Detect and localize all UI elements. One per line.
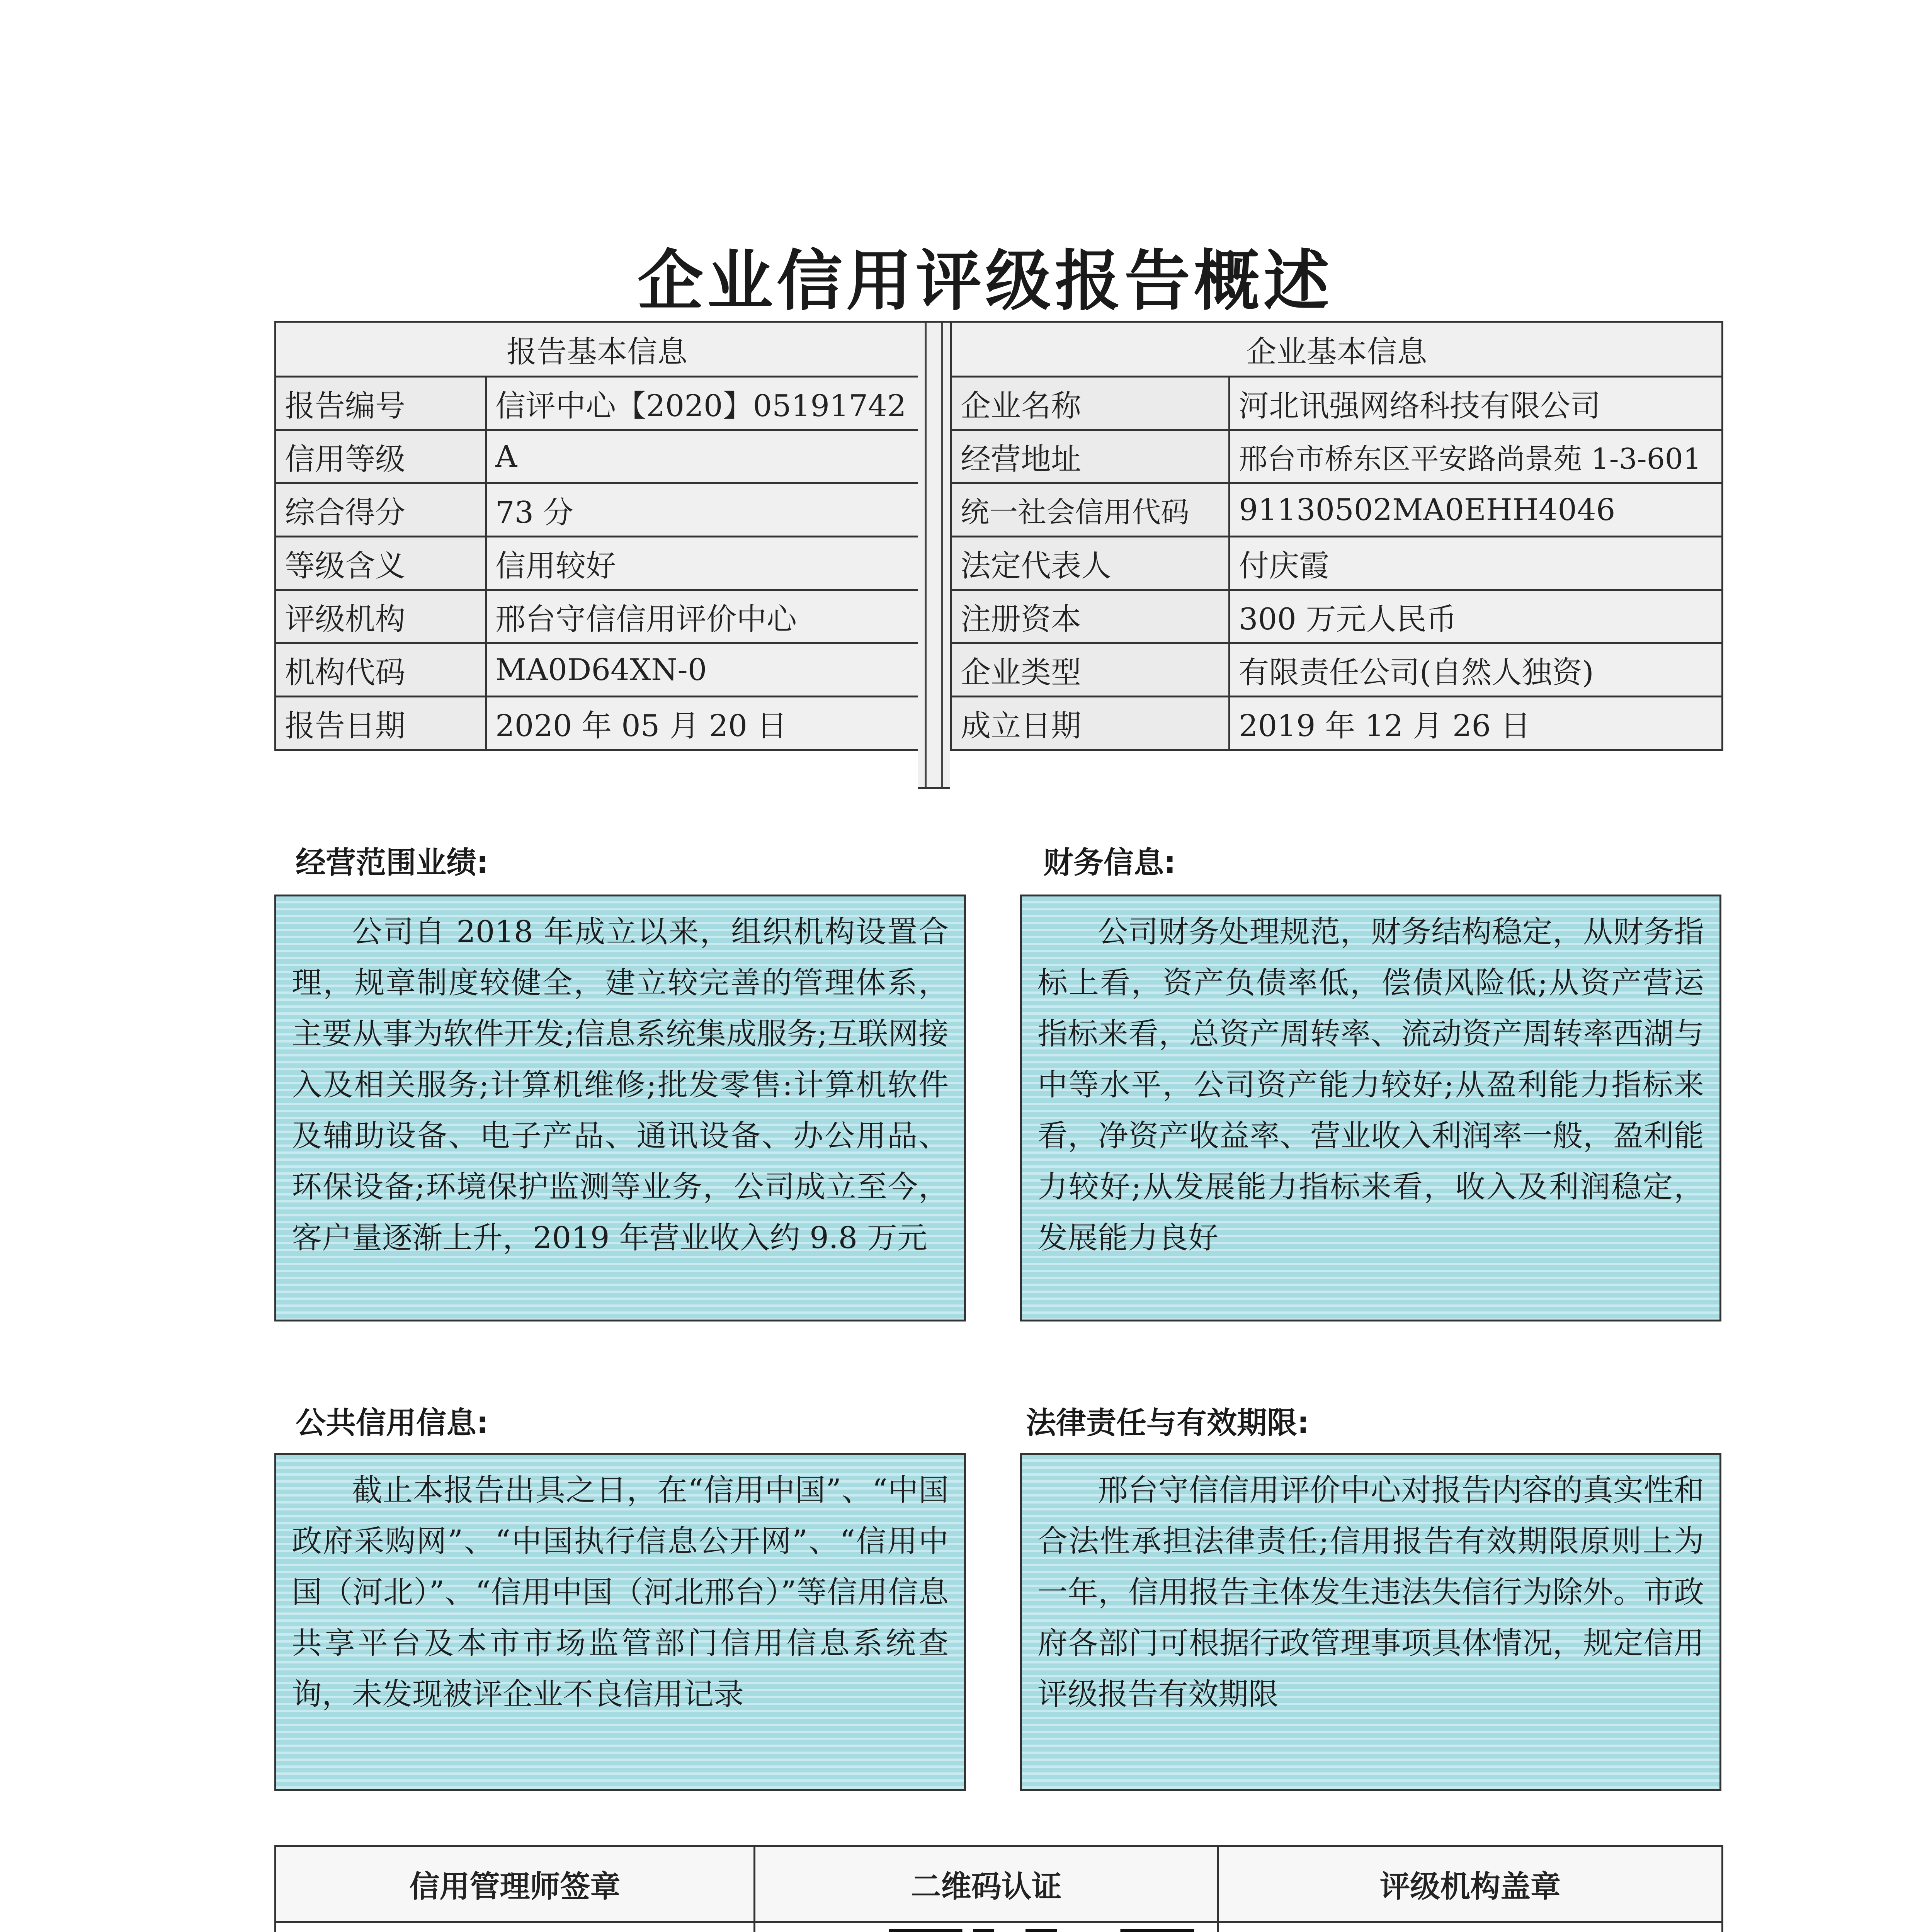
table-row xyxy=(276,483,919,537)
field-value: 300 万元人民币 xyxy=(1230,590,1723,643)
field-value: 2020 年 05 月 20 日 xyxy=(486,697,919,750)
finance-box xyxy=(1020,895,1721,1321)
field-label: 等级含义 xyxy=(276,537,486,590)
field-value: 2019 年 12 月 26 日 xyxy=(1230,697,1723,750)
field-label: 信用等级 xyxy=(276,430,486,483)
field-label: 企业名称 xyxy=(951,377,1230,430)
table-row xyxy=(951,537,1723,590)
table-row xyxy=(951,697,1723,750)
field-value: 91130502MA0EHH4046 xyxy=(1230,483,1723,537)
table-row xyxy=(951,483,1723,537)
report-info-table xyxy=(274,321,920,751)
field-value: MA0D64XN-0 xyxy=(486,643,919,697)
field-label: 评级机构 xyxy=(276,590,486,643)
agency-seal-header: 评级机构盖章 xyxy=(1218,1846,1723,1922)
table-divider xyxy=(918,321,950,789)
field-value: A xyxy=(486,430,919,483)
table-row xyxy=(951,643,1723,697)
field-label: 注册资本 xyxy=(951,590,1230,643)
field-value: 邢台守信信用评价中心 xyxy=(486,590,919,643)
field-value: 73 分 xyxy=(486,483,919,537)
field-label: 经营地址 xyxy=(951,430,1230,483)
table-row xyxy=(276,537,919,590)
manager-sign-cell xyxy=(276,1922,755,1932)
qr-code-icon[interactable] xyxy=(889,1929,1194,1932)
field-label: 机构代码 xyxy=(276,643,486,697)
public-credit-text: 截止本报告出具之日，在“信用中国”、“中国政府采购网”、“中国执行信息公开网”、“信用中国（河北）”、“信用中国（河北邢台）”等信用信息共享平台及本市市场监管部门信用信息系统查询，未发现被评企业不良信用记录 xyxy=(292,1473,949,1712)
field-value: 信用较好 xyxy=(486,537,919,590)
finance-text: 公司财务处理规范，财务结构稳定，从财务指标上看，资产负债率低，偿债风险低;从资产营运指标来看，总资产周转率、流动资产周转率西湖与中等水平，公司资产能力较好;从盈利能力指标来看，净资产收益率、营业收入利润率一般，盈利能力较好;从发展能力指标来看，收入及利润稳定，发展能力良好 xyxy=(1037,915,1704,1255)
field-label: 综合得分 xyxy=(276,483,486,537)
table-row xyxy=(276,590,919,643)
field-value: 有限责任公司(自然人独资) xyxy=(1230,643,1723,697)
business-heading: 经营范围业绩: xyxy=(296,845,489,880)
signature-table xyxy=(274,1845,1723,1932)
qr-cell xyxy=(755,1922,1218,1932)
field-value: 信评中心【2020】05191742 xyxy=(486,377,919,430)
company-info-table xyxy=(950,321,1723,751)
field-label: 法定代表人 xyxy=(951,537,1230,590)
field-value: 付庆霞 xyxy=(1230,537,1723,590)
manager-sign-header: 信用管理师签章 xyxy=(276,1846,755,1922)
field-label: 报告日期 xyxy=(276,697,486,750)
field-value: 邢台市桥东区平安路尚景苑 1-3-601 xyxy=(1230,430,1723,483)
table-row xyxy=(951,430,1723,483)
finance-heading: 财务信息: xyxy=(1043,845,1176,880)
table-row xyxy=(951,590,1723,643)
business-scope-box xyxy=(274,895,966,1321)
legal-heading: 法律责任与有效期限: xyxy=(1026,1406,1310,1440)
field-label: 报告编号 xyxy=(276,377,486,430)
report-info-heading: 报告基本信息 xyxy=(276,322,919,377)
business-scope-text: 公司自 2018 年成立以来，组织机构设置合理，规章制度较健全，建立较完善的管理体系，主要从事为软件开发;信息系统集成服务;互联网接入及相关服务;计算机维修;批发零售:计算机软件及辅助设备、电子产品、通讯设备、办公用品、环保设备;环境保护监测等业务，公司成立至今，客户量逐渐上升，2019 年营业收入约 9.8 万元 xyxy=(292,915,949,1255)
table-row xyxy=(276,377,919,430)
public-credit-heading: 公共信用信息: xyxy=(296,1406,489,1440)
field-label: 企业类型 xyxy=(951,643,1230,697)
qr-header: 二维码认证 xyxy=(755,1846,1218,1922)
agency-seal-cell xyxy=(1218,1922,1723,1932)
table-row xyxy=(951,377,1723,430)
company-info-heading: 企业基本信息 xyxy=(951,322,1723,377)
field-label: 统一社会信用代码 xyxy=(951,483,1230,537)
legal-text: 邢台守信信用评价中心对报告内容的真实性和合法性承担法律责任;信用报告有效期限原则上为一年，信用报告主体发生违法失信行为除外。市政府各部门可根据行政管理事项具体情况，规定信用评级报告有效期限 xyxy=(1037,1473,1704,1712)
field-label: 成立日期 xyxy=(951,697,1230,750)
table-row xyxy=(276,697,919,750)
table-row xyxy=(276,430,919,483)
agency-name xyxy=(1233,1929,1511,1932)
page-title: 企业信用评级报告概述 xyxy=(637,243,1333,320)
public-credit-box xyxy=(274,1453,966,1791)
legal-box xyxy=(1020,1453,1721,1791)
field-value: 河北讯强网络科技有限公司 xyxy=(1230,377,1723,430)
table-row xyxy=(276,643,919,697)
